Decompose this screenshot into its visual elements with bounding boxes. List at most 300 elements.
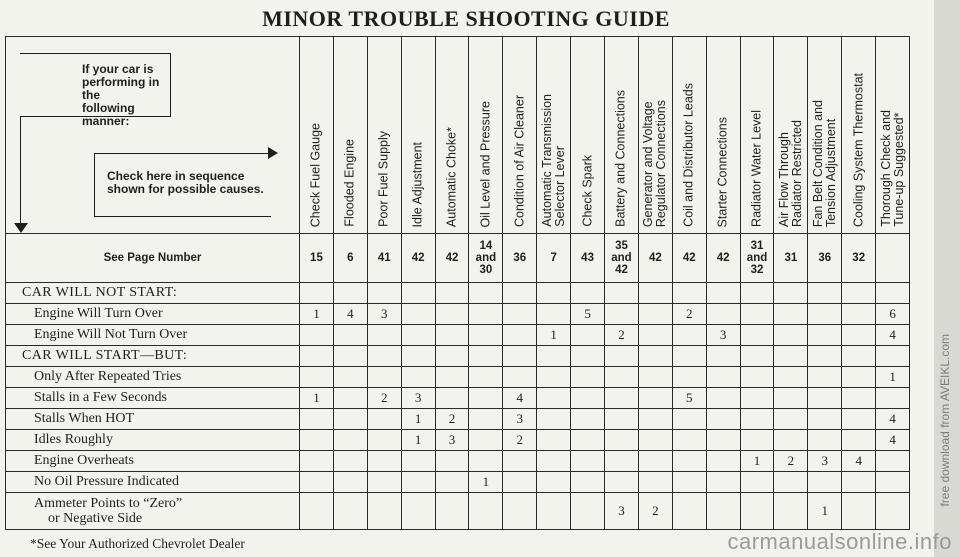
sequence-cell: 1 bbox=[537, 325, 571, 346]
column-header-label: Cooling System Thermostat bbox=[851, 73, 866, 227]
sequence-cell: 1 bbox=[401, 430, 435, 451]
column-header-label: Oil Level and Pressure bbox=[478, 100, 493, 227]
sequence-cell bbox=[605, 388, 639, 409]
sequence-cell bbox=[605, 367, 639, 388]
empty-cell bbox=[300, 346, 334, 367]
sequence-cell bbox=[503, 472, 537, 493]
sequence-cell bbox=[537, 304, 571, 325]
sequence-cell bbox=[367, 367, 401, 388]
sequence-cell bbox=[300, 325, 334, 346]
intro-connector-line bbox=[20, 116, 21, 228]
column-header bbox=[333, 37, 367, 234]
empty-cell bbox=[808, 283, 842, 304]
sequence-cell bbox=[808, 304, 842, 325]
empty-cell bbox=[876, 283, 910, 304]
sequence-cell bbox=[706, 304, 740, 325]
intro-cell bbox=[6, 37, 300, 234]
sequence-cell bbox=[740, 472, 774, 493]
sequence-cell bbox=[808, 367, 842, 388]
sequence-cell bbox=[469, 304, 503, 325]
page-number-cell: 35 and 42 bbox=[605, 234, 639, 283]
page-number-cell: 32 bbox=[842, 234, 876, 283]
sequence-cell bbox=[300, 451, 334, 472]
sequence-cell bbox=[469, 430, 503, 451]
column-header-label: Check Fuel Gauge bbox=[308, 122, 323, 227]
page-number-cell: 6 bbox=[333, 234, 367, 283]
column-header-wrap bbox=[673, 41, 706, 227]
sequence-cell bbox=[537, 367, 571, 388]
sequence-cell bbox=[638, 325, 672, 346]
sequence-cell bbox=[435, 388, 469, 409]
table-row bbox=[6, 493, 910, 530]
sequence-cell bbox=[367, 409, 401, 430]
sequence-cell bbox=[842, 304, 876, 325]
sequence-cell bbox=[469, 388, 503, 409]
sequence-cell bbox=[740, 409, 774, 430]
sequence-cell bbox=[740, 325, 774, 346]
sequence-cell bbox=[435, 451, 469, 472]
column-header bbox=[401, 37, 435, 234]
column-header bbox=[469, 37, 503, 234]
sequence-cell bbox=[401, 304, 435, 325]
sequence-cell bbox=[605, 304, 639, 325]
sequence-cell bbox=[706, 430, 740, 451]
column-header-label: Automatic Choke* bbox=[444, 126, 459, 227]
sequence-cell bbox=[638, 304, 672, 325]
column-header bbox=[503, 37, 537, 234]
column-header-wrap bbox=[436, 41, 469, 227]
table-row bbox=[6, 430, 910, 451]
column-header bbox=[537, 37, 571, 234]
page-number-cell bbox=[876, 234, 910, 283]
sequence-cell bbox=[808, 388, 842, 409]
sequence-cell bbox=[367, 472, 401, 493]
table-row bbox=[6, 409, 910, 430]
sequence-cell bbox=[774, 388, 808, 409]
sequence-cell: 2 bbox=[435, 409, 469, 430]
sequence-cell bbox=[469, 367, 503, 388]
empty-cell bbox=[503, 283, 537, 304]
empty-cell bbox=[300, 283, 334, 304]
sequence-cell bbox=[537, 409, 571, 430]
sequence-cell bbox=[333, 409, 367, 430]
bottom-watermark: carmanualsonline.info bbox=[727, 529, 952, 554]
sequence-cell bbox=[503, 304, 537, 325]
page-number-cell: 42 bbox=[401, 234, 435, 283]
sequence-cell bbox=[300, 430, 334, 451]
empty-cell bbox=[706, 346, 740, 367]
sequence-cell bbox=[876, 472, 910, 493]
empty-cell bbox=[740, 346, 774, 367]
sequence-cell bbox=[401, 367, 435, 388]
table-row bbox=[6, 451, 910, 472]
sequence-cell bbox=[774, 472, 808, 493]
sequence-cell bbox=[740, 493, 774, 530]
section-row bbox=[6, 346, 910, 367]
sequence-cell bbox=[333, 451, 367, 472]
sequence-cell bbox=[571, 472, 605, 493]
sequence-cell bbox=[808, 472, 842, 493]
sequence-cell: 1 bbox=[808, 493, 842, 530]
column-header-label: Idle Adjustment bbox=[410, 141, 425, 227]
empty-cell bbox=[605, 346, 639, 367]
sequence-cell bbox=[740, 430, 774, 451]
column-header bbox=[706, 37, 740, 234]
sequence-cell bbox=[367, 451, 401, 472]
page-number-cell: 41 bbox=[367, 234, 401, 283]
sequence-cell bbox=[808, 325, 842, 346]
down-arrow-icon bbox=[14, 223, 28, 233]
sequence-cell bbox=[638, 472, 672, 493]
sequence-cell bbox=[435, 472, 469, 493]
empty-cell bbox=[842, 283, 876, 304]
sequence-cell: 1 bbox=[401, 409, 435, 430]
empty-cell bbox=[876, 346, 910, 367]
page-number-cell: 31 and 32 bbox=[740, 234, 774, 283]
trouble-shooting-table bbox=[5, 36, 910, 530]
sequence-cell: 5 bbox=[672, 388, 706, 409]
sequence-cell: 1 bbox=[300, 304, 334, 325]
intro-diagram bbox=[6, 37, 299, 233]
sequence-cell bbox=[367, 493, 401, 530]
row-label: Engine Will Not Turn Over bbox=[6, 325, 300, 346]
column-header-wrap bbox=[402, 41, 435, 227]
column-header bbox=[638, 37, 672, 234]
sequence-cell bbox=[503, 325, 537, 346]
column-header-wrap bbox=[808, 41, 841, 227]
sequence-cell bbox=[300, 493, 334, 530]
sequence-cell bbox=[537, 430, 571, 451]
sequence-cell bbox=[537, 451, 571, 472]
empty-cell bbox=[571, 283, 605, 304]
section-label: CAR WILL START—BUT: bbox=[6, 346, 300, 367]
sequence-cell bbox=[774, 409, 808, 430]
sequence-cell bbox=[672, 430, 706, 451]
sequence-cell bbox=[774, 367, 808, 388]
sequence-cell bbox=[740, 367, 774, 388]
sequence-cell bbox=[469, 451, 503, 472]
sequence-cell bbox=[469, 493, 503, 530]
empty-cell bbox=[740, 283, 774, 304]
sequence-cell: 2 bbox=[605, 325, 639, 346]
empty-cell bbox=[537, 283, 571, 304]
sequence-cell bbox=[571, 430, 605, 451]
sequence-cell bbox=[672, 367, 706, 388]
column-header bbox=[571, 37, 605, 234]
column-header bbox=[367, 37, 401, 234]
sequence-cell: 4 bbox=[503, 388, 537, 409]
sequence-cell: 6 bbox=[876, 304, 910, 325]
section-label: CAR WILL NOT START: bbox=[6, 283, 300, 304]
row-label: Stalls in a Few Seconds bbox=[6, 388, 300, 409]
sequence-cell: 3 bbox=[808, 451, 842, 472]
column-header-label: Check Spark bbox=[580, 155, 595, 227]
column-header-wrap bbox=[537, 41, 570, 227]
column-header-wrap bbox=[605, 41, 638, 227]
page-title: MINOR TROUBLE SHOOTING GUIDE bbox=[262, 6, 670, 31]
intro-text-check: Check here in sequence shown for possible causes. bbox=[107, 169, 264, 196]
sequence-cell bbox=[842, 493, 876, 530]
empty-cell bbox=[537, 346, 571, 367]
page-number-cell: 15 bbox=[300, 234, 334, 283]
column-header-wrap bbox=[639, 41, 672, 227]
sequence-cell bbox=[605, 451, 639, 472]
sequence-cell bbox=[605, 409, 639, 430]
intro-box-check bbox=[94, 153, 271, 217]
row-label: No Oil Pressure Indicated bbox=[6, 472, 300, 493]
sequence-cell bbox=[638, 367, 672, 388]
row-label: Engine Will Turn Over bbox=[6, 304, 300, 325]
sequence-cell bbox=[435, 325, 469, 346]
sequence-cell bbox=[672, 409, 706, 430]
sequence-cell: 1 bbox=[876, 367, 910, 388]
page-number-cell: 43 bbox=[571, 234, 605, 283]
sequence-cell bbox=[774, 304, 808, 325]
table-row bbox=[6, 304, 910, 325]
sequence-cell bbox=[503, 451, 537, 472]
sequence-cell bbox=[571, 388, 605, 409]
sequence-cell: 2 bbox=[638, 493, 672, 530]
sequence-cell bbox=[333, 367, 367, 388]
column-header-wrap bbox=[707, 41, 740, 227]
page-number-cell: 42 bbox=[706, 234, 740, 283]
column-header bbox=[605, 37, 639, 234]
column-header bbox=[672, 37, 706, 234]
column-header-wrap bbox=[571, 41, 604, 227]
sequence-cell bbox=[300, 409, 334, 430]
sequence-cell: 1 bbox=[300, 388, 334, 409]
sequence-cell bbox=[672, 493, 706, 530]
sequence-cell bbox=[672, 472, 706, 493]
sequence-cell bbox=[367, 325, 401, 346]
empty-cell bbox=[842, 346, 876, 367]
row-label: Only After Repeated Tries bbox=[6, 367, 300, 388]
sequence-cell bbox=[706, 409, 740, 430]
sequence-cell bbox=[774, 493, 808, 530]
sequence-cell bbox=[571, 409, 605, 430]
sequence-cell: 3 bbox=[435, 430, 469, 451]
column-header-wrap bbox=[774, 41, 807, 227]
page-number-label: See Page Number bbox=[6, 234, 300, 283]
page-number-cell: 36 bbox=[808, 234, 842, 283]
sequence-cell bbox=[706, 367, 740, 388]
empty-cell bbox=[401, 346, 435, 367]
sequence-cell bbox=[333, 430, 367, 451]
empty-cell bbox=[367, 283, 401, 304]
empty-cell bbox=[367, 346, 401, 367]
sequence-cell bbox=[706, 451, 740, 472]
header-row bbox=[6, 37, 910, 234]
sequence-cell bbox=[401, 325, 435, 346]
page-number-cell: 7 bbox=[537, 234, 571, 283]
sequence-cell bbox=[605, 430, 639, 451]
right-arrow-icon bbox=[268, 147, 278, 159]
sequence-cell bbox=[842, 367, 876, 388]
empty-cell bbox=[333, 346, 367, 367]
sequence-cell bbox=[571, 325, 605, 346]
sequence-cell bbox=[435, 493, 469, 530]
sequence-cell bbox=[876, 451, 910, 472]
sequence-cell bbox=[333, 325, 367, 346]
sequence-cell bbox=[503, 367, 537, 388]
column-header-label: Thorough Check and Tune-up Suggested* bbox=[878, 110, 906, 227]
sequence-cell bbox=[808, 430, 842, 451]
section-row bbox=[6, 283, 910, 304]
sequence-cell bbox=[876, 388, 910, 409]
intro-text-performing: If your car is performing in the following manner: bbox=[82, 62, 160, 128]
column-header-wrap bbox=[741, 41, 774, 227]
column-header-label: Generator and Voltage Regulator Connections bbox=[641, 99, 669, 227]
sequence-cell: 3 bbox=[706, 325, 740, 346]
empty-cell bbox=[469, 346, 503, 367]
page-number-cell: 31 bbox=[774, 234, 808, 283]
table-row bbox=[6, 472, 910, 493]
sequence-cell bbox=[638, 388, 672, 409]
sequence-cell: 3 bbox=[401, 388, 435, 409]
column-header-label: Starter Connections bbox=[715, 116, 730, 227]
page-number-cell: 36 bbox=[503, 234, 537, 283]
sequence-cell bbox=[706, 472, 740, 493]
sequence-cell bbox=[740, 304, 774, 325]
sequence-cell bbox=[401, 472, 435, 493]
empty-cell bbox=[503, 346, 537, 367]
empty-cell bbox=[808, 346, 842, 367]
row-label: Engine Overheats bbox=[6, 451, 300, 472]
empty-cell bbox=[638, 283, 672, 304]
page-number-cell: 42 bbox=[435, 234, 469, 283]
sequence-cell: 2 bbox=[672, 304, 706, 325]
sequence-cell bbox=[571, 493, 605, 530]
empty-cell bbox=[333, 283, 367, 304]
row-label: Stalls When HOT bbox=[6, 409, 300, 430]
sequence-cell bbox=[571, 367, 605, 388]
sequence-cell bbox=[842, 430, 876, 451]
intro-box-performing bbox=[20, 53, 171, 128]
sequence-cell bbox=[435, 304, 469, 325]
empty-cell bbox=[435, 283, 469, 304]
column-header bbox=[876, 37, 910, 234]
empty-cell bbox=[774, 283, 808, 304]
sequence-cell bbox=[638, 430, 672, 451]
sequence-cell: 5 bbox=[571, 304, 605, 325]
sequence-cell bbox=[333, 493, 367, 530]
column-header-label: Radiator Water Level bbox=[749, 110, 764, 227]
sequence-cell: 1 bbox=[740, 451, 774, 472]
sequence-cell bbox=[706, 388, 740, 409]
sequence-cell bbox=[672, 451, 706, 472]
sequence-cell: 4 bbox=[842, 451, 876, 472]
column-header bbox=[435, 37, 469, 234]
sequence-cell bbox=[367, 430, 401, 451]
sequence-cell: 3 bbox=[503, 409, 537, 430]
sequence-cell bbox=[333, 472, 367, 493]
empty-cell bbox=[706, 283, 740, 304]
sequence-cell bbox=[638, 451, 672, 472]
sequence-cell bbox=[571, 451, 605, 472]
sequence-cell bbox=[774, 325, 808, 346]
sequence-cell bbox=[469, 409, 503, 430]
empty-cell bbox=[401, 283, 435, 304]
empty-cell bbox=[435, 346, 469, 367]
column-header bbox=[842, 37, 876, 234]
sequence-cell: 4 bbox=[876, 430, 910, 451]
sequence-cell: 4 bbox=[876, 325, 910, 346]
sequence-cell bbox=[333, 388, 367, 409]
table-row bbox=[6, 325, 910, 346]
sequence-cell: 3 bbox=[605, 493, 639, 530]
empty-cell bbox=[638, 346, 672, 367]
empty-cell bbox=[672, 283, 706, 304]
page-number-row bbox=[6, 234, 910, 283]
column-header-label: Battery and Connections bbox=[613, 90, 628, 227]
column-header-label: Flooded Engine bbox=[342, 139, 357, 227]
sequence-cell bbox=[706, 493, 740, 530]
sequence-cell bbox=[808, 409, 842, 430]
table-row bbox=[6, 388, 910, 409]
sequence-cell bbox=[537, 472, 571, 493]
page-number-cell: 14 and 30 bbox=[469, 234, 503, 283]
sequence-cell bbox=[842, 388, 876, 409]
column-header-label: Automatic Transmission Selector Lever bbox=[539, 94, 567, 227]
sequence-cell bbox=[740, 388, 774, 409]
column-header-wrap bbox=[300, 41, 333, 227]
sequence-cell bbox=[300, 472, 334, 493]
sequence-cell: 2 bbox=[774, 451, 808, 472]
sequence-cell bbox=[300, 367, 334, 388]
sequence-cell bbox=[876, 493, 910, 530]
sequence-cell bbox=[537, 493, 571, 530]
footnote: *See Your Authorized Chevrolet Dealer bbox=[30, 536, 245, 551]
empty-cell bbox=[672, 346, 706, 367]
column-header-wrap bbox=[469, 41, 502, 227]
sequence-cell bbox=[401, 451, 435, 472]
sequence-cell bbox=[842, 409, 876, 430]
sequence-cell: 3 bbox=[367, 304, 401, 325]
sequence-cell bbox=[605, 472, 639, 493]
column-header-label: Air Flow Through Radiator Restricted bbox=[776, 120, 804, 227]
sequence-cell bbox=[774, 430, 808, 451]
sequence-cell bbox=[842, 472, 876, 493]
column-header-wrap bbox=[842, 41, 875, 227]
sequence-cell: 4 bbox=[876, 409, 910, 430]
column-header-label: Poor Fuel Supply bbox=[376, 131, 391, 227]
sequence-cell: 4 bbox=[333, 304, 367, 325]
sequence-cell bbox=[401, 493, 435, 530]
sequence-cell bbox=[537, 388, 571, 409]
sequence-cell bbox=[638, 409, 672, 430]
empty-cell bbox=[571, 346, 605, 367]
column-header bbox=[300, 37, 334, 234]
sequence-cell: 1 bbox=[469, 472, 503, 493]
sequence-cell bbox=[469, 325, 503, 346]
sequence-cell: 2 bbox=[503, 430, 537, 451]
sequence-cell bbox=[672, 325, 706, 346]
column-header-wrap bbox=[503, 41, 536, 227]
row-label: Ammeter Points to “Zero” or Negative Side bbox=[6, 493, 300, 530]
column-header-wrap bbox=[334, 41, 367, 227]
column-header-label: Condition of Air Cleaner bbox=[512, 94, 527, 227]
column-header-label: Fan Belt Condition and Tension Adjustment bbox=[810, 99, 838, 227]
empty-cell bbox=[774, 346, 808, 367]
sequence-cell bbox=[503, 493, 537, 530]
row-label: Idles Roughly bbox=[6, 430, 300, 451]
column-header bbox=[740, 37, 774, 234]
sequence-cell: 2 bbox=[367, 388, 401, 409]
column-header-label: Coil and Distributor Leads bbox=[681, 83, 696, 227]
column-header-wrap bbox=[876, 41, 909, 227]
empty-cell bbox=[605, 283, 639, 304]
sequence-cell bbox=[842, 325, 876, 346]
